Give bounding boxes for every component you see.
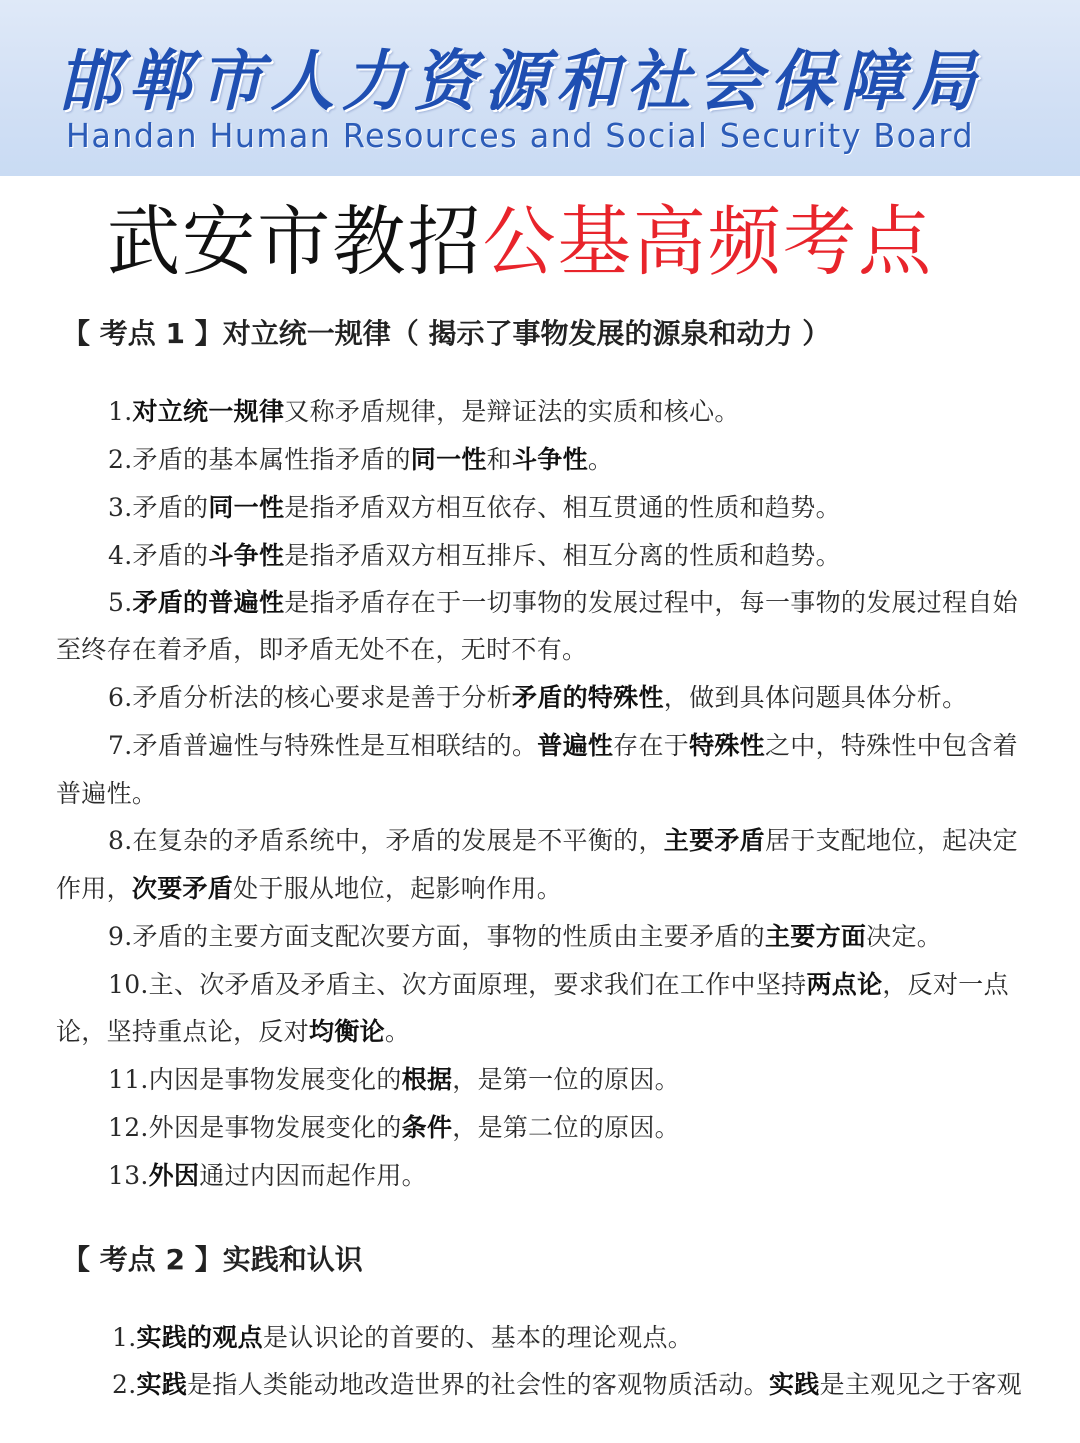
point-1-13: 13.外因通过内因而起作用。 [108,1161,427,1190]
point-1-1: 1.对立统一规律又称矛盾规律，是辩证法的实质和核心。 [108,397,740,426]
page-title-red: 公基高频考点 [482,197,934,286]
point-1-3: 3.矛盾的同一性是指矛盾双方相互依存、相互贯通的性质和趋势。 [108,493,841,522]
page-title [0,190,1040,294]
section-2-heading: 【 考点 2 】实践和认识 [62,1243,363,1276]
point-1-2: 2.矛盾的基本属性指矛盾的同一性和斗争性。 [108,445,614,474]
point-1-11: 11.内因是事物发展变化的根据，是第一位的原因。 [108,1065,680,1094]
page-title-black: 武安市教招 [106,197,483,286]
bureau-logo-title: 邯郸市人力资源和社会保障局 [56,43,984,120]
point-1-6: 6.矛盾分析法的核心要求是善于分析矛盾的特殊性，做到具体问题具体分析。 [108,683,968,712]
point-2-2: 2.实践是指人类能动地改造世界的社会性的客观物质活动。实践是主观见之于客观 [112,1370,1022,1399]
point-1-4: 4.矛盾的斗争性是指矛盾双方相互排斥、相互分离的性质和趋势。 [108,541,841,570]
point-1-8-cont: 作用，次要矛盾处于服从地位，起影响作用。 [56,874,563,903]
section-1-heading: 【 考点 1 】对立统一规律（ 揭示了事物发展的源泉和动力 ） [62,317,831,350]
point-1-10: 10.主、次矛盾及矛盾主、次方面原理，要求我们在工作中坚持两点论，反对一点 [108,970,1009,999]
point-1-9: 9.矛盾的主要方面支配次要方面，事物的性质由主要矛盾的主要方面决定。 [108,922,943,951]
point-1-5: 5.矛盾的普遍性是指矛盾存在于一切事物的发展过程中，每一事物的发展过程自始 [108,588,1018,617]
point-1-7-cont: 普遍性。 [56,779,158,808]
point-1-12: 12.外因是事物发展变化的条件，是第二位的原因。 [108,1113,680,1142]
point-2-1: 1.实践的观点是认识论的首要的、基本的理论观点。 [112,1323,694,1352]
bureau-english-name: Handan Human Resources and Social Security Board [65,116,975,155]
header-banner [0,0,1080,176]
point-1-8: 8.在复杂的矛盾系统中，矛盾的发展是不平衡的，主要矛盾居于支配地位，起决定 [108,826,1018,855]
point-1-7: 7.矛盾普遍性与特殊性是互相联结的。普遍性存在于特殊性之中，特殊性中包含着 [108,731,1018,760]
point-1-5-cont: 至终存在着矛盾，即矛盾无处不在，无时不有。 [56,635,588,664]
point-1-10-cont: 论，坚持重点论，反对均衡论。 [56,1017,411,1046]
